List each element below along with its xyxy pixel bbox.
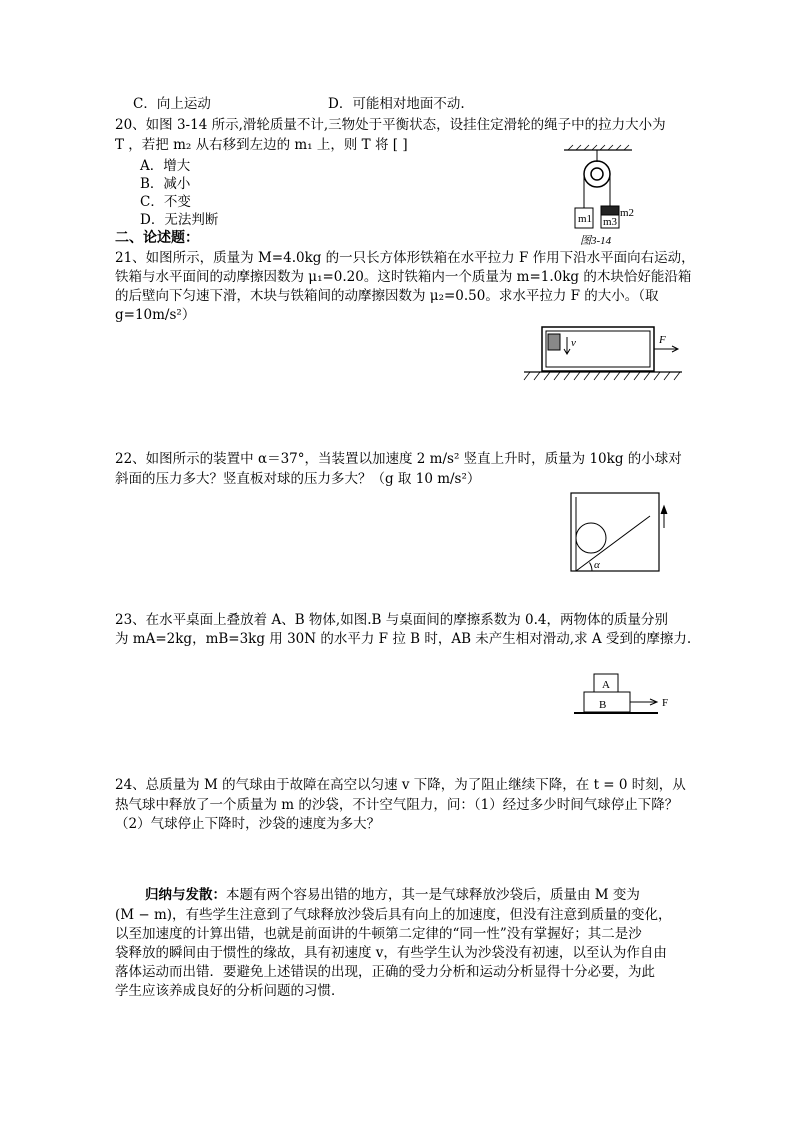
q20-option-d: D．无法判断 — [140, 212, 219, 228]
q24-line1: 24、总质量为 M 的气球由于故障在高空以匀速 v 下降，为了阻止继续下降，在 t = 0 时刻，从 — [115, 777, 686, 793]
q21-line4: g=10m/s²） — [115, 307, 196, 323]
stacked-blocks-figure — [572, 670, 682, 718]
q20-option-a: A．增大 — [140, 158, 191, 174]
q24-line2: 热气球中释放了一个质量为 m 的沙袋，不计空气阻力，问：（1）经过多少时间气球停止下降？ — [115, 797, 679, 813]
q20-option-c: C．不变 — [140, 194, 191, 210]
summary-line1: 本题有两个容易出错的地方，其一是气球释放沙袋后，质量由 M 变为 — [226, 887, 640, 903]
force-f-label: F — [662, 697, 669, 709]
alpha-label: α — [594, 559, 600, 571]
q21-line2: 铁箱与水平面间的动摩擦因数为 μ₁=0.20。这时铁箱内一个质量为 m=1.0kg 的木块恰好能沿箱 — [115, 269, 692, 285]
q22-line2: 斜面的压力多大？竖直板对球的压力多大？（g 取 10 m/s²） — [115, 471, 481, 487]
q22-line1: 22、如图所示的装置中 α＝37°，当装置以加速度 2 m/s² 竖直上升时，质量为 10kg 的小球对 — [115, 451, 682, 467]
block-b-label: B — [599, 699, 607, 711]
block-a-label: A — [602, 679, 610, 691]
section-title: 二、论述题： — [115, 230, 199, 246]
summary-line2: (M − m)，有些学生注意到了气球释放沙袋后具有向上的加速度，但没有注意到质量的变化， — [115, 907, 672, 923]
q20-line1: 20、如图 3-14 所示,滑轮质量不计,三物处于平衡状态，设挂住定滑轮的绳子中的拉力大小为 — [115, 117, 666, 133]
q21-line1: 21、如图所示，质量为 M=4.0kg 的一只长方体形铁箱在水平拉力 F 作用下沿水平面向右运动， — [115, 250, 695, 266]
summary-line5: 落体运动而出错．要避免上述错误的出现，正确的受力分析和运动分析显得十分必要，为此 — [115, 964, 655, 980]
q20-option-b: B．减小 — [140, 176, 191, 192]
q19-option-c: C．向上运动 — [133, 96, 211, 112]
q23-line1: 23、在水平桌面上叠放着 A、B 物体,如图.B 与桌面间的摩擦系数为 0.4，两物体的质量分别 — [115, 612, 668, 628]
pulley-figure — [560, 144, 640, 248]
iron-box-figure — [520, 325, 685, 387]
force-label: F — [659, 334, 666, 346]
q21-line3: 的后壁向下匀速下滑，木块与铁箱间的动摩擦因数为 μ₂=0.50。求水平拉力 F 的大小。（取 — [115, 288, 659, 304]
summary-line3: 以至加速度的计算出错，也就是前面讲的牛顿第二定律的“同一性”没有掌握好；其二是沙 — [115, 926, 642, 942]
summary-line4: 袋释放的瞬间由于惯性的缘故，具有初速度 v，有些学生认为沙袋没有初速，以至认为作自由 — [115, 945, 667, 961]
q19-option-d: D．可能相对地面不动. — [328, 96, 465, 112]
q23-line2: 为 mA=2kg，mB=3kg 用 30N 的水平力 F 拉 B 时，AB 未产生相对滑动,求 A 受到的摩擦力. — [115, 631, 692, 647]
incline-figure — [570, 492, 670, 574]
m1-label: m1 — [578, 213, 593, 225]
summary-line6: 学生应该养成良好的分析问题的习惯． — [115, 983, 345, 999]
velocity-label: v — [571, 337, 576, 349]
m2-label: m2 — [620, 207, 635, 219]
q24-line3: （2）气球停止下降时，沙袋的速度为多大？ — [115, 816, 381, 832]
q20-line2: T ，若把 m₂ 从右移到左边的 m₁ 上，则 T 将 [ ] — [115, 137, 408, 153]
summary-heading: 归纳与发散： — [145, 887, 226, 903]
figure-caption: 图3-14 — [580, 235, 612, 247]
m3-label: m3 — [603, 216, 618, 228]
